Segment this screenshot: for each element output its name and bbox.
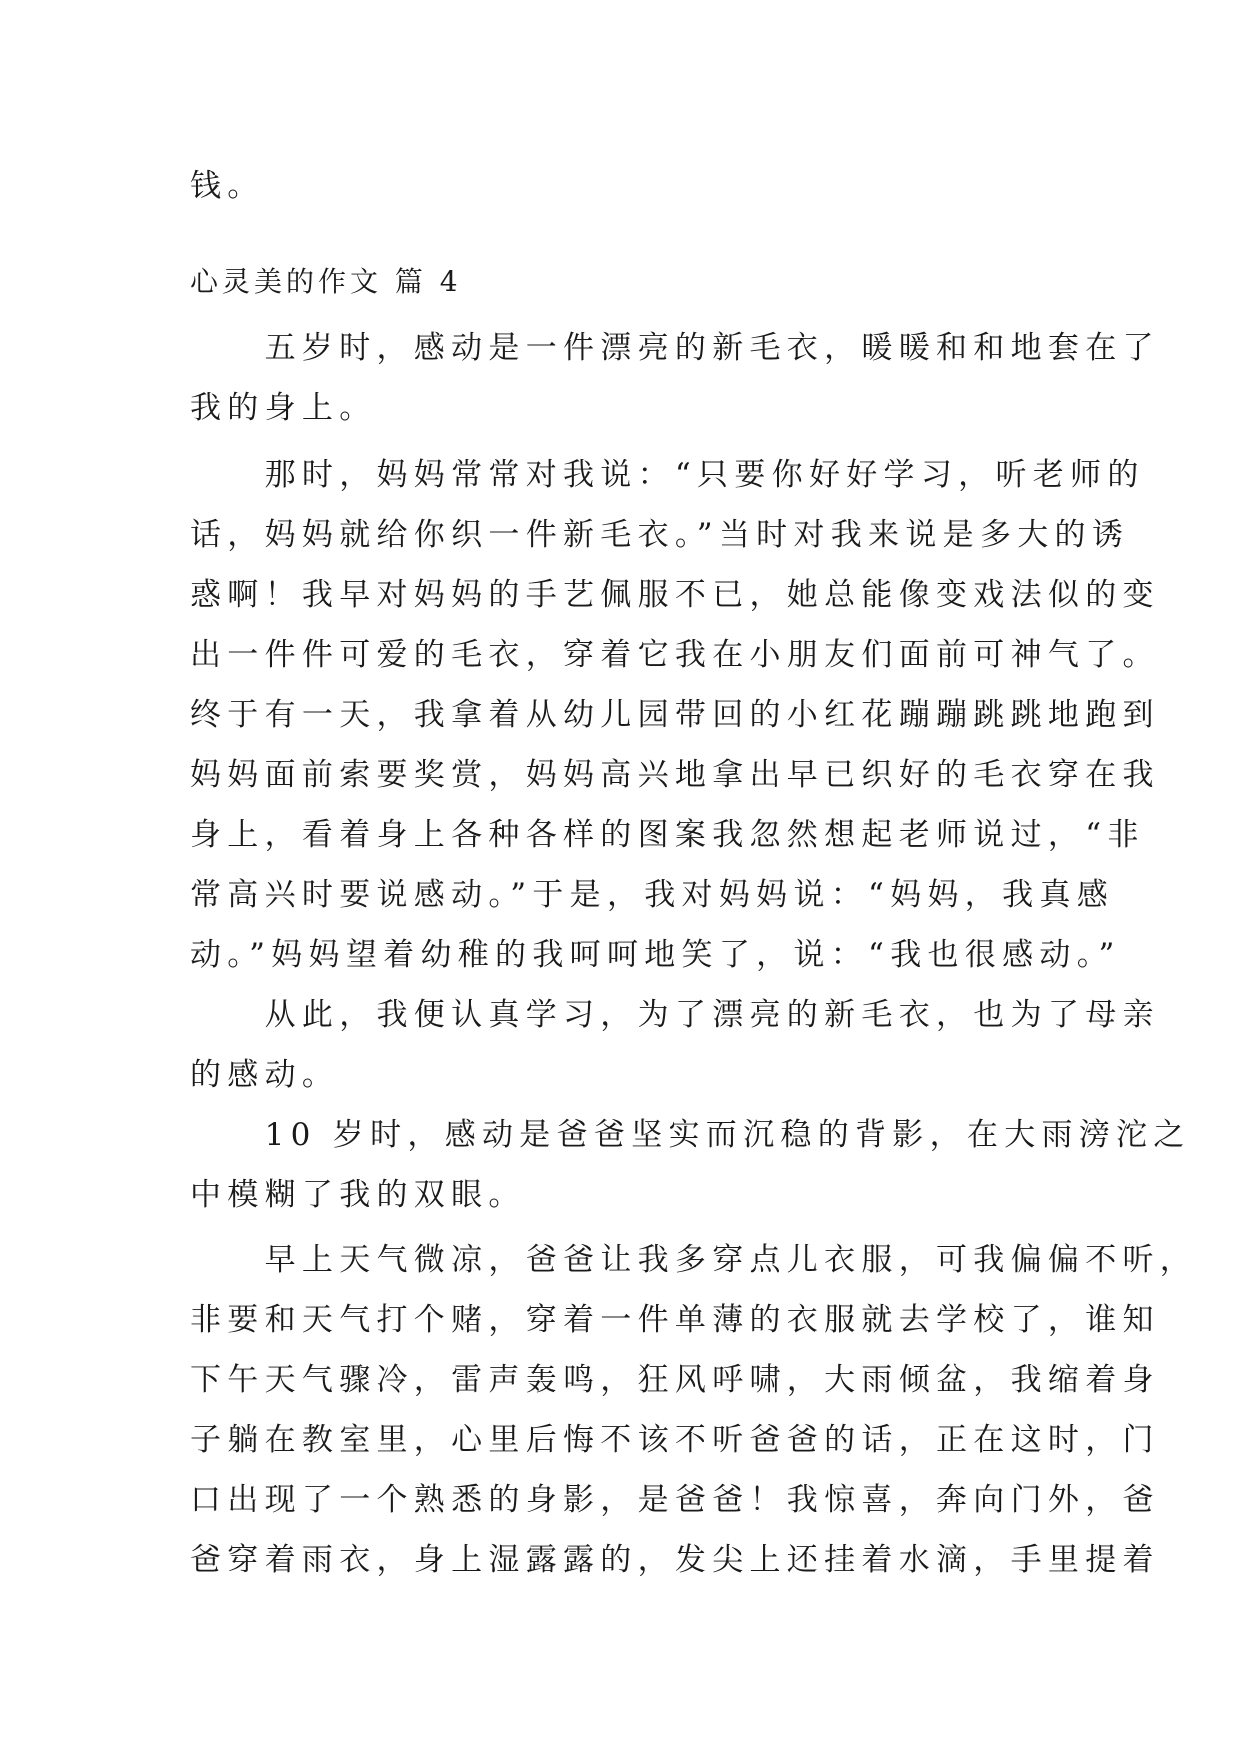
text-line: 身上，看着身上各种各样的图案我忽然想起老师说过，“非 <box>190 817 1145 853</box>
text-line: 动。”妈妈望着幼稚的我呵呵地笑了，说：“我也很感动。” <box>190 937 1121 973</box>
text-line: 早上天气微凉，爸爸让我多穿点儿衣服，可我偏偏不听， <box>190 1242 1198 1278</box>
text-line-continuation: 钱。 <box>190 168 265 204</box>
text-line: 终于有一天，我拿着从幼儿园带回的小红花蹦蹦跳跳地跑到 <box>190 697 1160 733</box>
text-line: 子躺在教室里，心里后悔不该不听爸爸的话，正在这时，门 <box>190 1422 1160 1458</box>
text-line: 的感动。 <box>190 1057 340 1093</box>
text-line: 非要和天气打个赌，穿着一件单薄的衣服就去学校了，谁知 <box>190 1302 1160 1338</box>
text-line: 五岁时，感动是一件漂亮的新毛衣，暖暖和和地套在了 <box>190 330 1160 366</box>
text-line: 10 岁时，感动是爸爸坚实而沉稳的背影，在大雨滂沱之 <box>190 1117 1191 1153</box>
text-line: 妈妈面前索要奖赏，妈妈高兴地拿出早已织好的毛衣穿在我 <box>190 757 1160 793</box>
text-line: 常高兴时要说感动。”于是，我对妈妈说：“妈妈，我真感 <box>190 877 1114 913</box>
text-line: 那时，妈妈常常对我说：“只要你好好学习，听老师的 <box>190 457 1145 493</box>
text-line: 爸穿着雨衣，身上湿露露的，发尖上还挂着水滴，手里提着 <box>190 1542 1160 1578</box>
essay-title: 心灵美的作文 篇 4 <box>190 265 462 298</box>
text-line: 口出现了一个熟悉的身影，是爸爸！我惊喜，奔向门外，爸 <box>190 1482 1160 1518</box>
text-line: 中模糊了我的双眼。 <box>190 1177 526 1213</box>
text-line: 惑啊！我早对妈妈的手艺佩服不已，她总能像变戏法似的变 <box>190 577 1160 613</box>
text-line: 话，妈妈就给你织一件新毛衣。”当时对我来说是多大的诱 <box>190 517 1130 553</box>
text-line: 下午天气骤冷，雷声轰鸣，狂风呼啸，大雨倾盆，我缩着身 <box>190 1362 1160 1398</box>
text-line: 出一件件可爱的毛衣，穿着它我在小朋友们面前可神气了。 <box>190 637 1160 673</box>
text-line: 从此，我便认真学习，为了漂亮的新毛衣，也为了母亲 <box>190 997 1160 1033</box>
text-line: 我的身上。 <box>190 390 377 426</box>
